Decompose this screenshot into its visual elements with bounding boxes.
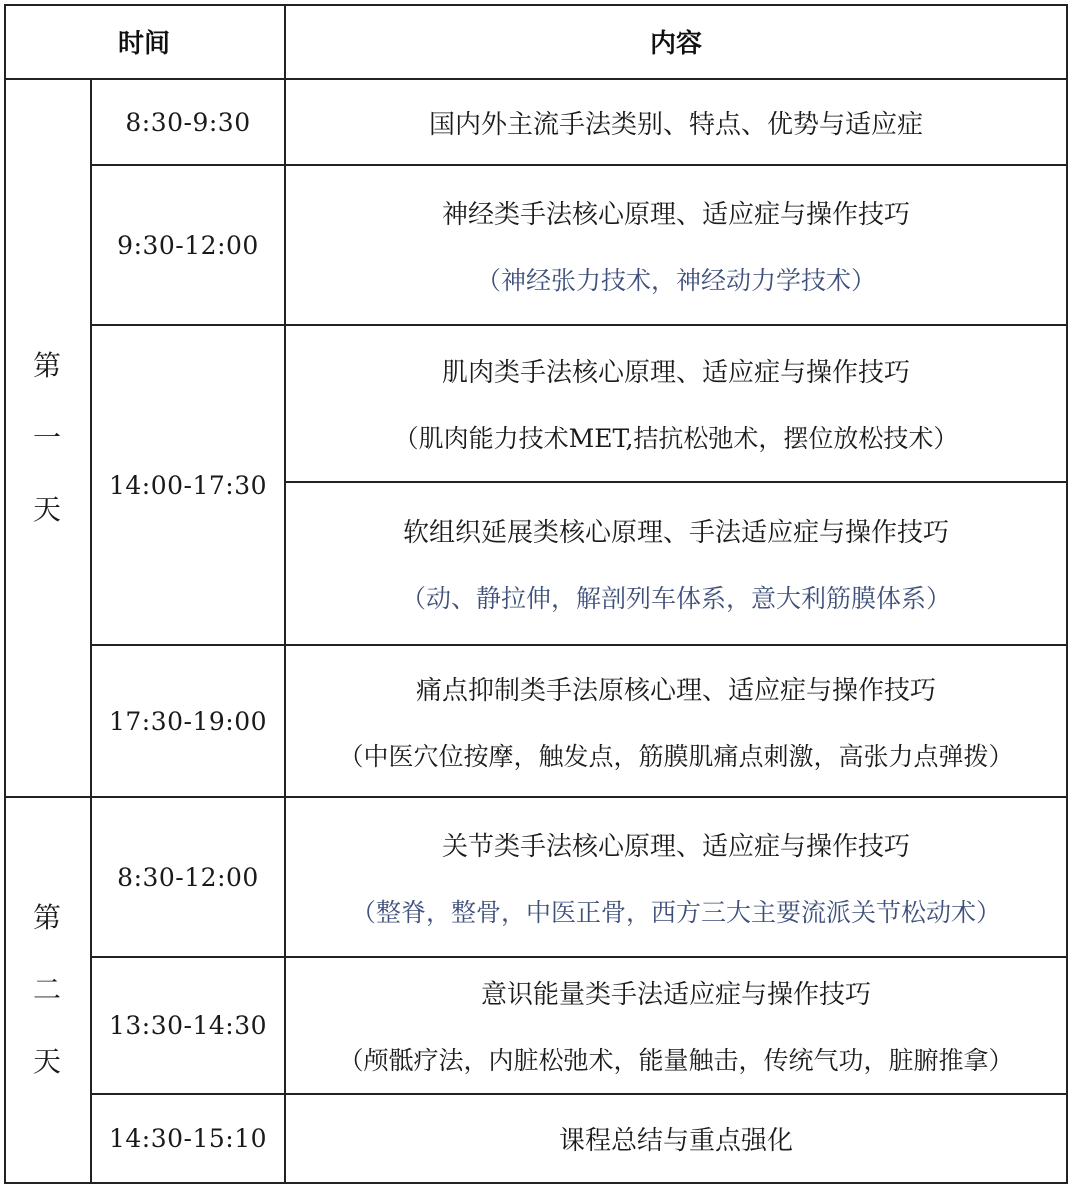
- time-slot: [92, 326, 284, 644]
- content-title: 神经类手法核心原理、适应症与操作技巧: [441, 199, 910, 230]
- content-cell: [286, 646, 1066, 796]
- time-slot: [92, 1095, 284, 1182]
- header-time-label: 时间: [117, 28, 170, 59]
- time-label: 17:30-19:00: [108, 706, 268, 736]
- content-detail: （颅骶疗法，内脏松弛术，能量触击，传统气功，脏腑推拿）: [338, 1046, 1014, 1075]
- header-content-label: 内容: [649, 28, 702, 59]
- content-detail: （整脊，整骨，中医正骨，西方三大主要流派关节松动术）: [350, 897, 1001, 927]
- border-right: [1066, 4, 1068, 1184]
- border-bottom: [4, 1182, 1068, 1184]
- time-label: 8:30-12:00: [117, 862, 259, 892]
- content-cell: [286, 166, 1066, 324]
- day-2-label: [4, 798, 90, 1182]
- day-2-char-3: 天: [32, 1045, 61, 1078]
- content-title: 痛点抑制类手法原核心理、适应症与操作技巧: [415, 675, 936, 706]
- content-title: 课程总结与重点强化: [558, 1126, 793, 1156]
- content-detail: （肌肉能力技术MET,拮抗松弛术，摆位放松技术）: [393, 424, 959, 453]
- content-title: 肌肉类手法核心原理、适应症与操作技巧: [441, 358, 910, 388]
- content-title: 意识能量类手法适应症与操作技巧: [480, 980, 871, 1010]
- day-2-char-2: 二: [32, 973, 61, 1006]
- header-time: [4, 4, 284, 78]
- content-detail: （动、静拉伸，解剖列车体系，意大利筋膜体系）: [400, 584, 951, 613]
- content-detail: （神经张力技术，神经动力学技术）: [475, 265, 876, 295]
- time-label: 14:30-15:10: [108, 1124, 268, 1153]
- day-2-char-1: 第: [32, 901, 61, 934]
- time-slot: [92, 958, 284, 1093]
- content-title: 关节类手法核心原理、适应症与操作技巧: [441, 831, 910, 862]
- content-cell: [286, 483, 1066, 644]
- day-1-char-1: 第: [32, 349, 61, 382]
- time-label: 8:30-9:30: [125, 107, 251, 137]
- day-1-label: [4, 80, 90, 796]
- content-cell: [286, 80, 1066, 164]
- content-cell: [286, 1095, 1066, 1182]
- time-slot: [92, 646, 284, 796]
- time-label: 9:30-12:00: [117, 230, 259, 260]
- day-1-char-2: 一: [32, 421, 61, 454]
- schedule-table: [4, 4, 1068, 1184]
- content-cell: [286, 958, 1066, 1093]
- time-slot: [92, 166, 284, 324]
- content-title: 国内外主流手法类别、特点、优势与适应症: [428, 109, 923, 140]
- time-label: 14:00-17:30: [108, 470, 268, 500]
- content-cell: [286, 326, 1066, 481]
- content-detail: （中医穴位按摩，触发点，筋膜肌痛点刺激，高张力点弹拨）: [338, 741, 1014, 771]
- header-content: [286, 4, 1066, 78]
- content-cell: [286, 798, 1066, 956]
- time-slot: [92, 798, 284, 956]
- time-slot: [92, 80, 284, 164]
- content-title: 软组织延展类核心原理、手法适应症与操作技巧: [402, 518, 949, 548]
- time-label: 13:30-14:30: [108, 1011, 268, 1040]
- day-1-char-3: 天: [32, 493, 61, 526]
